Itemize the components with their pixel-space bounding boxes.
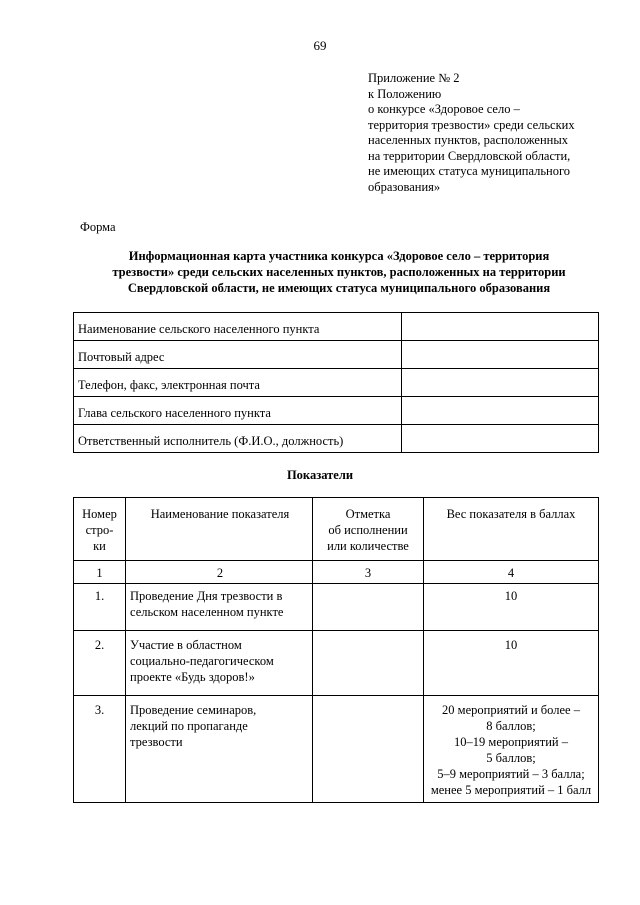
- weight-line: 5–9 мероприятий – 3 балла;: [437, 767, 585, 781]
- appendix-line: населенных пунктов, расположенных: [368, 133, 569, 147]
- info-label: Ответственный исполнитель (Ф.И.О., должность): [74, 425, 402, 453]
- weight-line: 10: [504, 638, 518, 652]
- table-header-row: [74, 498, 599, 561]
- table-row: [74, 369, 599, 397]
- indicator-name-line: проекте «Будь здоров!»: [130, 670, 255, 684]
- indicators-title: Показатели: [286, 468, 354, 482]
- row-number: 1.: [74, 584, 126, 631]
- weight-line: 20 мероприятий и более –: [442, 703, 580, 717]
- appendix-line: о конкурсе «Здоровое село –: [368, 102, 520, 116]
- table-row: [74, 696, 599, 803]
- indicator-name-line: лекций по пропаганде: [130, 719, 248, 733]
- header-line: ки: [93, 539, 106, 553]
- header-line: Номер: [82, 507, 117, 521]
- column-number: 2: [126, 561, 313, 584]
- table-row: [74, 397, 599, 425]
- title-line: Свердловской области, не имеющих статуса муниципального образования: [127, 281, 551, 295]
- info-label: Почтовый адрес: [74, 341, 402, 369]
- info-label: Наименование сельского населенного пункта: [74, 313, 402, 341]
- mark-cell[interactable]: [313, 584, 424, 631]
- mark-cell[interactable]: [313, 696, 424, 803]
- appendix-line: к Положению: [368, 86, 442, 101]
- column-number: 3: [313, 561, 424, 584]
- weight-line: 8 баллов;: [486, 719, 536, 733]
- header-line: или количестве: [327, 539, 409, 553]
- indicator-name-line: Проведение Дня трезвости в: [130, 589, 283, 603]
- indicators-table: [73, 497, 599, 803]
- appendix-line: на территории Свердловской области,: [368, 148, 571, 163]
- weight-line: 10–19 мероприятий –: [454, 735, 568, 749]
- header-indicator-name: [126, 498, 313, 561]
- table-row: [74, 341, 599, 369]
- info-value-cell[interactable]: [402, 369, 599, 397]
- participant-info-table: [73, 312, 599, 453]
- table-row: [74, 313, 599, 341]
- table-row: [74, 425, 599, 453]
- appendix-line: Приложение № 2: [368, 71, 460, 85]
- header-weight: [424, 498, 599, 561]
- form-label: Форма: [80, 220, 116, 234]
- document-title: [74, 248, 604, 296]
- appendix-line: не имеющих статуса муниципального: [368, 164, 571, 178]
- indicator-name-line: социально-педагогическом: [130, 654, 274, 668]
- row-number: 2.: [74, 631, 126, 696]
- title-line: Информационная карта участника конкурса «Здоровое село – территория: [128, 249, 550, 263]
- indicator-name: [126, 584, 313, 631]
- indicator-name: [126, 631, 313, 696]
- column-number: 4: [424, 561, 599, 584]
- info-label: Глава сельского населенного пункта: [74, 397, 402, 425]
- indicator-name: [126, 696, 313, 803]
- info-value-cell[interactable]: [402, 341, 599, 369]
- row-number: 3.: [74, 696, 126, 803]
- weight-line: менее 5 мероприятий – 1 балл: [430, 783, 592, 797]
- header-line: Отметка: [345, 507, 391, 521]
- indicator-name-line: сельском населенном пункте: [130, 605, 284, 619]
- header-row-number: [74, 498, 126, 561]
- title-line: трезвости» среди сельских населенных пунктов, расположенных на территории: [112, 265, 566, 279]
- column-number-row: [74, 561, 599, 584]
- weight-line: 5 баллов;: [486, 751, 536, 765]
- header-line: стро-: [85, 523, 114, 537]
- info-value-cell[interactable]: [402, 397, 599, 425]
- table-row: [74, 631, 599, 696]
- indicator-name-line: Участие в областном: [130, 638, 242, 652]
- column-number: 1: [74, 561, 126, 584]
- weight-line: 10: [504, 589, 518, 603]
- table-row: [74, 584, 599, 631]
- header-line: об исполнении: [328, 523, 408, 537]
- info-label: Телефон, факс, электронная почта: [74, 369, 402, 397]
- appendix-line: территория трезвости» среди сельских: [368, 117, 575, 132]
- mark-cell[interactable]: [313, 631, 424, 696]
- indicator-name-line: трезвости: [130, 735, 183, 749]
- indicator-name-line: Проведение семинаров,: [130, 703, 257, 717]
- weight-cell: [424, 584, 599, 631]
- header-mark: [313, 498, 424, 561]
- header-line: Вес показателя в баллах: [446, 507, 576, 521]
- appendix-line: образования»: [368, 179, 441, 194]
- info-value-cell[interactable]: [402, 313, 599, 341]
- info-value-cell[interactable]: [402, 425, 599, 453]
- header-line: Наименование показателя: [150, 507, 290, 521]
- page-number: 69: [313, 38, 327, 53]
- weight-cell: [424, 631, 599, 696]
- weight-cell: [424, 696, 599, 803]
- appendix-note: [368, 71, 613, 195]
